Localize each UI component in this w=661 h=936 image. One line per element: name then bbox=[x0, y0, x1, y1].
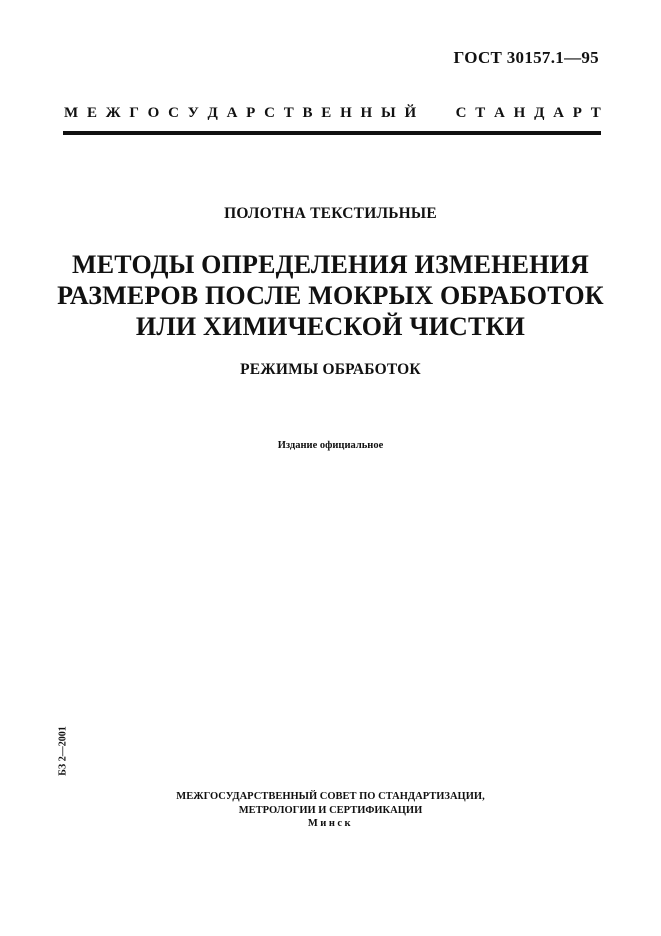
heading-letter: Н bbox=[513, 105, 526, 121]
heading-letter: Т bbox=[590, 105, 601, 121]
heading-letter: Д bbox=[534, 105, 545, 121]
heading-letter: Г bbox=[129, 105, 139, 121]
heading-letter: А bbox=[553, 105, 565, 121]
heading-letter: Е bbox=[321, 105, 332, 121]
main-title bbox=[0, 249, 661, 342]
heading-letter: О bbox=[147, 105, 160, 121]
heading-letter: Й bbox=[404, 105, 417, 121]
heading-letter: Ы bbox=[380, 105, 396, 121]
publisher-line: МЕЖГОСУДАРСТВЕННЫЙ СОВЕТ ПО СТАНДАРТИЗАЦИИ, bbox=[176, 791, 485, 802]
heading-letter: В bbox=[302, 105, 313, 121]
publisher-line: МЕТРОЛОГИИ И СЕРТИФИКАЦИИ bbox=[238, 804, 423, 816]
main-title-line: МЕТОДЫ ОПРЕДЕЛЕНИЯ ИЗМЕНЕНИЯ bbox=[72, 250, 589, 279]
heading-letter: М bbox=[64, 105, 79, 121]
publisher-block bbox=[0, 790, 661, 831]
heading-letter: Е bbox=[86, 105, 97, 121]
heading-letter: А bbox=[226, 105, 238, 121]
heading-letter: А bbox=[494, 105, 505, 121]
heading-letter: У bbox=[187, 105, 199, 121]
heading-letter: Р bbox=[572, 105, 582, 121]
side-print-note-text: БЗ 2—2001 bbox=[57, 726, 69, 776]
publisher-city: Минск bbox=[307, 818, 354, 829]
heading-letter: Ж bbox=[105, 105, 121, 121]
main-title-line: ИЛИ ХИМИЧЕСКОЙ ЧИСТКИ bbox=[135, 312, 526, 341]
heading-letter: Д bbox=[207, 105, 218, 121]
main-title-line: РАЗМЕРОВ ПОСЛЕ МОКРЫХ ОБРАБОТОК bbox=[57, 281, 604, 310]
heading-letter: Т bbox=[283, 105, 294, 121]
side-print-note bbox=[56, 718, 70, 784]
heading-letter: С bbox=[168, 105, 179, 121]
edition-note: Издание официальное bbox=[277, 440, 384, 451]
heading-letter: С bbox=[455, 105, 467, 121]
heading-divider bbox=[63, 131, 601, 135]
heading-letter: Т bbox=[475, 105, 486, 121]
heading-letter: Н bbox=[340, 105, 352, 121]
document-number: ГОСТ 30157.1—95 bbox=[453, 48, 599, 67]
heading-letter: Н bbox=[360, 105, 373, 121]
word-gap bbox=[425, 105, 447, 122]
heading-letter: С bbox=[264, 105, 275, 121]
part-title: РЕЖИМЫ ОБРАБОТОК bbox=[240, 361, 421, 378]
document-subject: ПОЛОТНА ТЕКСТИЛЬНЫЕ bbox=[224, 205, 437, 222]
heading-letter: Р bbox=[246, 105, 256, 121]
standard-type-heading bbox=[64, 105, 601, 122]
